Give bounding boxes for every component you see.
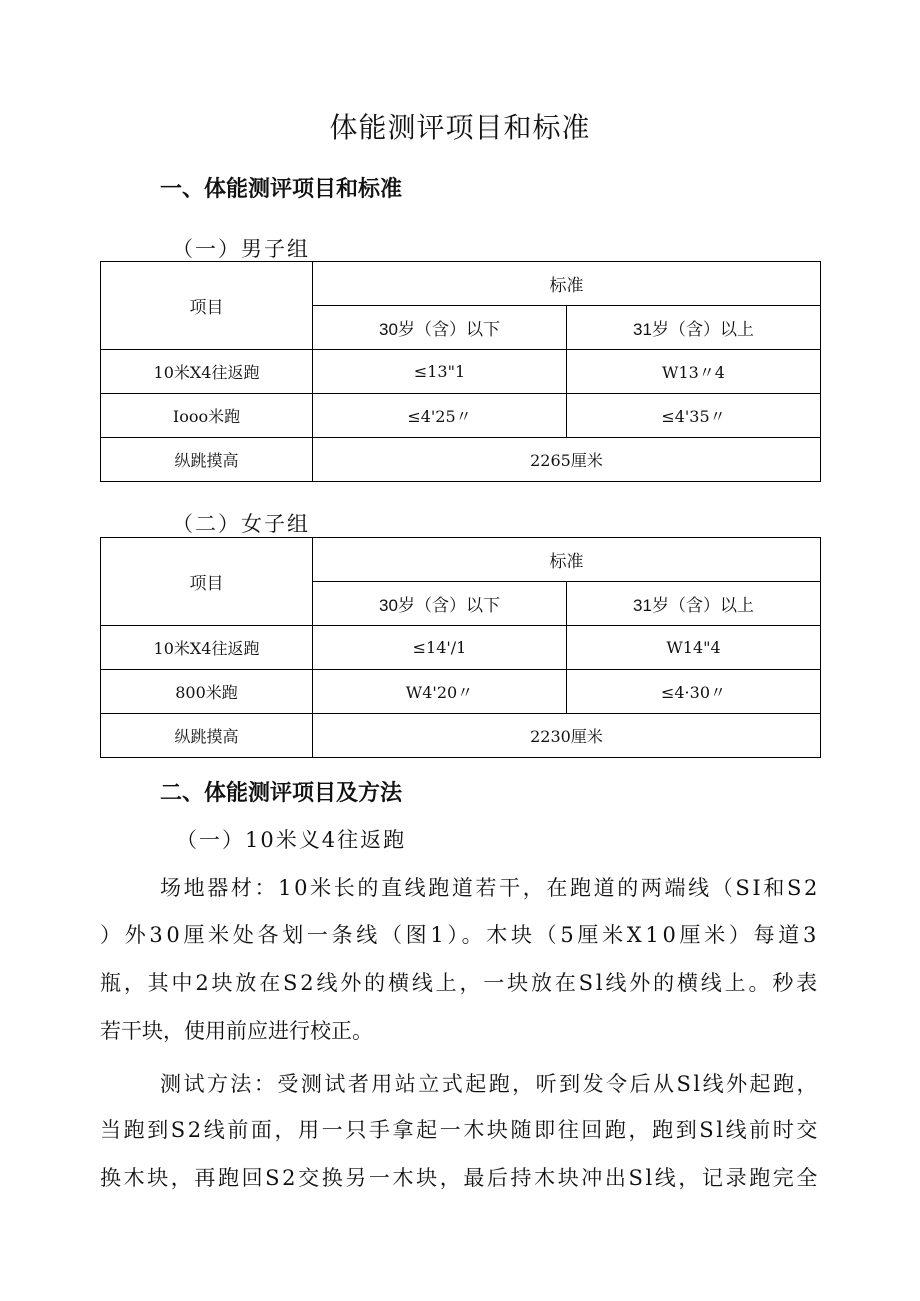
header-age-under-30: 30岁（含）以下 (313, 306, 567, 350)
row-item: 10米X4往返跑 (101, 350, 313, 394)
row-item: Iooo米跑 (101, 394, 313, 438)
row-value-under-30: W4'20〃 (313, 670, 567, 714)
header-age-under-30: 30岁（含）以下 (313, 582, 567, 626)
table-row (101, 350, 821, 394)
row-item: 800米跑 (101, 670, 313, 714)
male-standards-table (100, 261, 821, 482)
header-standard: 标准 (313, 538, 821, 582)
row-item: 10米X4往返跑 (101, 626, 313, 670)
male-group-subheading: （一）男子组 (172, 237, 310, 261)
header-standard: 标准 (313, 262, 821, 306)
table-row (101, 626, 821, 670)
female-group-subheading: （二）女子组 (172, 512, 310, 536)
row-value-merged: 2230厘米 (313, 714, 821, 758)
row-value-under-30: ≤4'25〃 (313, 394, 567, 438)
row-item: 纵跳摸高 (101, 438, 313, 482)
shuttle-run-subheading: （一）10米义4往返跑 (176, 828, 407, 852)
row-value-merged: 2265厘米 (313, 438, 821, 482)
row-value-over-31: W13〃4 (567, 350, 821, 394)
table-row (101, 714, 821, 758)
header-age-over-31: 31岁（含）以上 (567, 306, 821, 350)
paragraph-line: 若干块，使用前应进行校正。 (100, 1019, 373, 1043)
row-value-over-31: ≤4'35〃 (567, 394, 821, 438)
paragraph-line: 当跑到S2线前面，用一只手拿起一木块随即往回跑，跑到Sl线前时交 (100, 1118, 820, 1142)
paragraph-line: ）外30厘米处各划一条线（图1）。木块（5厘米X10厘米）每道3 (100, 923, 820, 947)
section-heading-1: 一、体能测评项目和标准 (160, 177, 403, 202)
row-item: 纵跳摸高 (101, 714, 313, 758)
table-row (101, 438, 821, 482)
table-row (101, 394, 821, 438)
paragraph-line: 换木块，再跑回S2交换另一木块，最后持木块冲出Sl线，记录跑完全 (100, 1166, 820, 1190)
paragraph-line: 瓶，其中2块放在S2线外的横线上，一块放在Sl线外的横线上。秒表 (100, 971, 820, 995)
page-title: 体能测评项目和标准 (329, 111, 591, 144)
table-row (101, 670, 821, 714)
header-item: 项目 (101, 262, 313, 350)
header-age-over-31: 31岁（含）以上 (567, 582, 821, 626)
header-item: 项目 (101, 538, 313, 626)
row-value-over-31: W14"4 (567, 626, 821, 670)
row-value-under-30: ≤13"1 (313, 350, 567, 394)
row-value-over-31: ≤4·30〃 (567, 670, 821, 714)
female-standards-table (100, 537, 821, 758)
paragraph-line: 场地器材：10米长的直线跑道若干，在跑道的两端线（SI和S2 (160, 876, 820, 900)
row-value-under-30: ≤14'/1 (313, 626, 567, 670)
paragraph-line: 测试方法：受测试者用站立式起跑，听到发令后从Sl线外起跑， (160, 1072, 820, 1096)
section-heading-2: 二、体能测评项目及方法 (160, 781, 403, 806)
